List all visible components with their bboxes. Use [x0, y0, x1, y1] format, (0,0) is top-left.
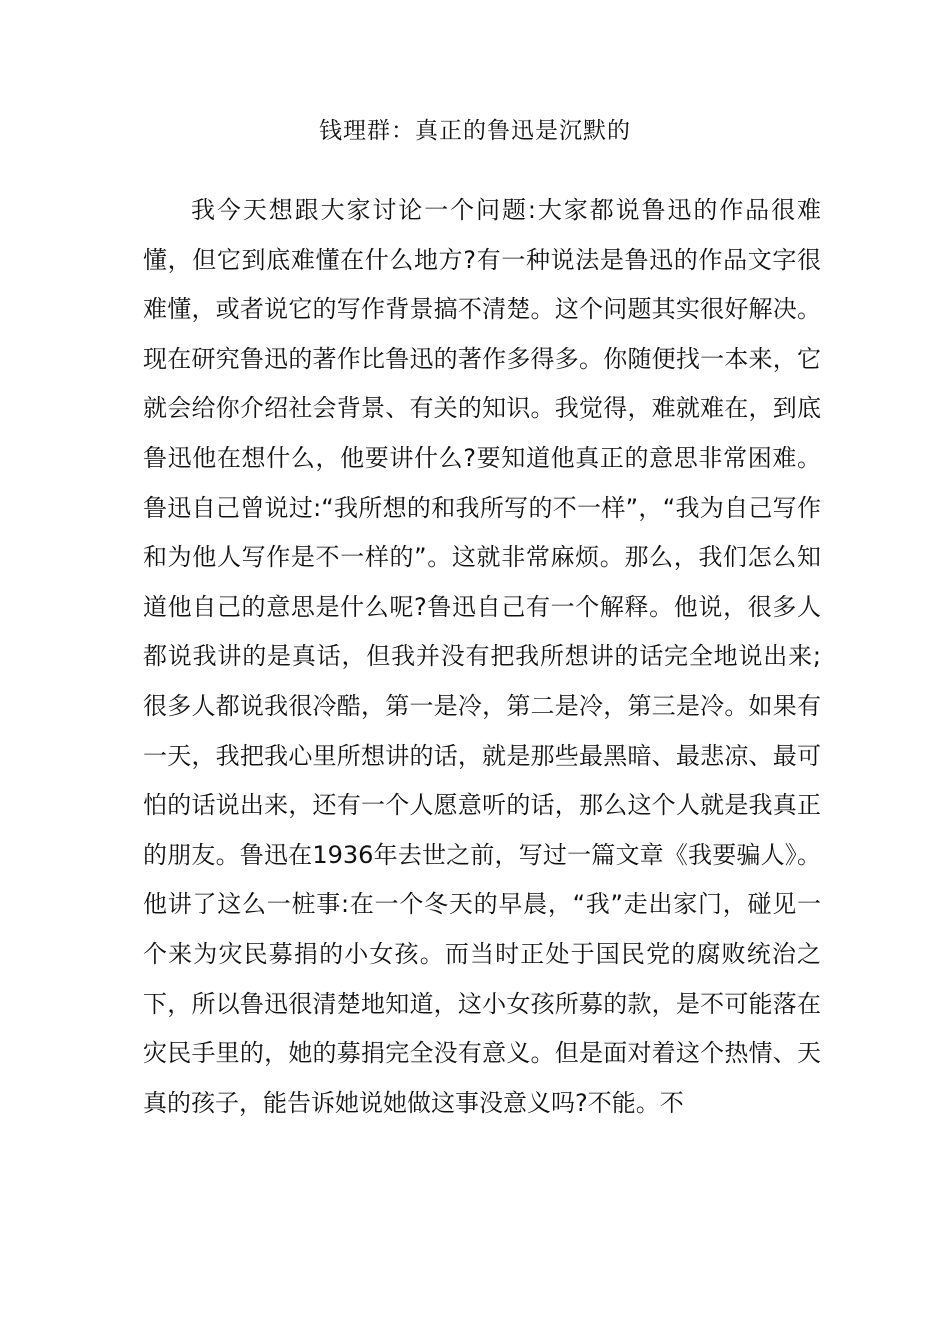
body-paragraph: 我今天想跟大家讨论一个问题:大家都说鲁迅的作品很难懂，但它到底难懂在什么地方?有一种说法是鲁迅的作品文字很难懂，或者说它的写作背景搞不清楚。这个问题其实很好解决。现在研究鲁迅的著作比鲁迅的著作多得多。你随便找一本来，它就会给你介绍社会背景、有关的知识。我觉得，难就难在，到底鲁迅他在想什么，他要讲什么?要知道他真正的意思非常困难。鲁迅自己曾说过:“我所想的和我所写的不一样”，“我为自己写作和为他人写作是不一样的”。这就非常麻烦。那么，我们怎么知道他自己的意思是什么呢?鲁迅自己有一个解释。他说，很多人都说我讲的是真话，但我并没有把我所想讲的话完全地说出来;很多人都说我很冷酷，第一是冷，第二是冷，第三是冷。如果有一天，我把我心里所想讲的话，就是那些最黑暗、最悲凉、最可怕的话说出来，还有一个人愿意听的话，那么这个人就是我真正的朋友。鲁迅在1936年去世之前，写过一篇文章《我要骗人》。他讲了这么一桩事:在一个冬天的早晨，“我”走出家门，碰见一个来为灾民募捐的小女孩。而当时正处于国民党的腐败统治之下，所以鲁迅很清楚地知道，这小女孩所募的款，是不可能落在灾民手里的，她的募捐完全没有意义。但是面对着这个热情、天真的孩子，能告诉她说她做这事没意义吗?不能。不 — [143, 196, 821, 1117]
document-title: 钱理群：真正的鲁迅是沉默的 — [319, 118, 631, 144]
